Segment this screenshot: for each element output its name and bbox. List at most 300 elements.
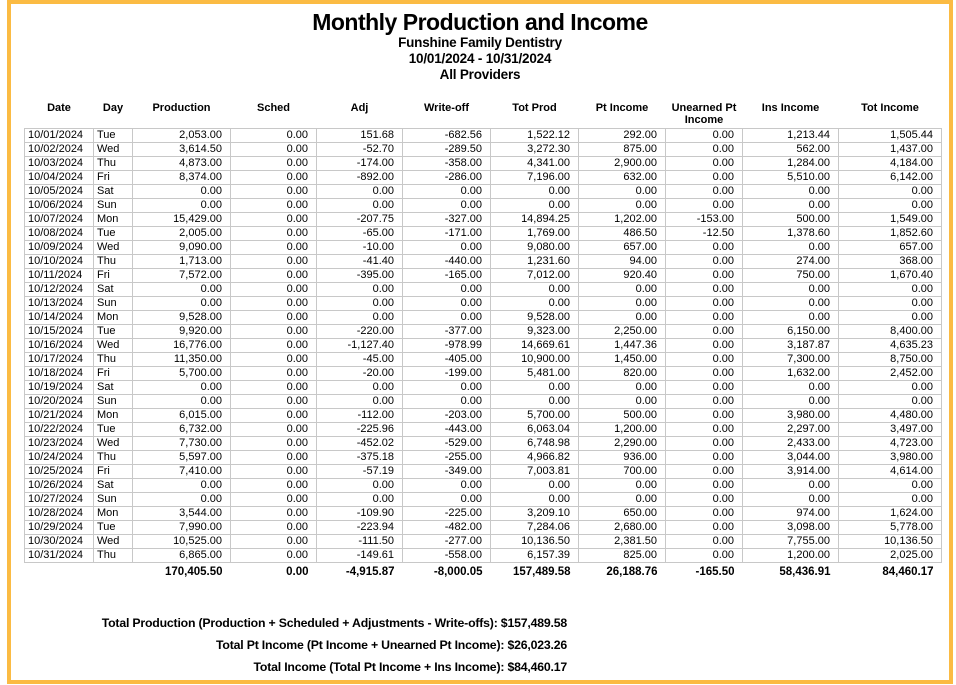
- cell-date: 10/14/2024: [25, 310, 94, 324]
- cell-tot-income: 0.00: [839, 478, 942, 492]
- cell-tot-income: 6,142.00: [839, 170, 942, 184]
- cell-day: Sat: [94, 380, 133, 394]
- cell-pt-income: 0.00: [579, 492, 666, 506]
- cell-write-off: 0.00: [403, 282, 491, 296]
- cell-unearned-pt-income: 0.00: [666, 254, 743, 268]
- cell-ins-income: 2,297.00: [743, 422, 839, 436]
- cell-production: 5,700.00: [133, 366, 231, 380]
- cell-ins-income: 0.00: [743, 282, 839, 296]
- cell-day: Fri: [94, 268, 133, 282]
- cell-date: 10/02/2024: [25, 142, 94, 156]
- cell-ins-income: 1,284.00: [743, 156, 839, 170]
- cell-ins-income: 5,510.00: [743, 170, 839, 184]
- cell-tot-income: 657.00: [839, 240, 942, 254]
- column-header-tot-income: Tot Income: [861, 102, 919, 114]
- cell-ins-income: 3,098.00: [743, 520, 839, 534]
- table-row: [25, 212, 942, 226]
- cell-tot-prod: 0.00: [491, 478, 579, 492]
- total-production: 170,405.50: [164, 565, 223, 578]
- cell-pt-income: 2,900.00: [579, 156, 666, 170]
- table-body: [25, 128, 942, 562]
- table-row: [25, 338, 942, 352]
- cell-ins-income: 0.00: [743, 198, 839, 212]
- cell-ins-income: 0.00: [743, 184, 839, 198]
- cell-write-off: 0.00: [403, 198, 491, 212]
- cell-tot-prod: 4,966.82: [491, 450, 579, 464]
- cell-day: Tue: [94, 226, 133, 240]
- cell-pt-income: 657.00: [579, 240, 666, 254]
- cell-write-off: 0.00: [403, 310, 491, 324]
- cell-date: 10/27/2024: [25, 492, 94, 506]
- table-header: [25, 100, 942, 128]
- table-row: [25, 478, 942, 492]
- cell-tot-prod: 0.00: [491, 492, 579, 506]
- cell-date: 10/05/2024: [25, 184, 94, 198]
- cell-production: 15,429.00: [133, 212, 231, 226]
- table-row: [25, 198, 942, 212]
- column-header-tot-prod: Tot Prod: [512, 102, 557, 114]
- cell-ins-income: 274.00: [743, 254, 839, 268]
- cell-date: 10/30/2024: [25, 534, 94, 548]
- cell-date: 10/01/2024: [25, 128, 94, 142]
- cell-production: 0.00: [133, 478, 231, 492]
- cell-ins-income: 6,150.00: [743, 324, 839, 338]
- cell-unearned-pt-income: 0.00: [666, 380, 743, 394]
- report-title: Monthly Production and Income: [312, 9, 648, 35]
- cell-production: 10,525.00: [133, 534, 231, 548]
- cell-tot-income: 4,184.00: [839, 156, 942, 170]
- cell-tot-prod: 0.00: [491, 184, 579, 198]
- cell-write-off: -440.00: [403, 254, 491, 268]
- column-header-date: Date: [47, 102, 71, 114]
- cell-unearned-pt-income: 0.00: [666, 408, 743, 422]
- cell-adj: -395.00: [317, 268, 403, 282]
- cell-unearned-pt-income: 0.00: [666, 268, 743, 282]
- cell-production: 9,090.00: [133, 240, 231, 254]
- cell-sched: 0.00: [231, 338, 317, 352]
- cell-tot-prod: 0.00: [491, 282, 579, 296]
- cell-adj: -223.94: [317, 520, 403, 534]
- cell-tot-prod: 0.00: [491, 296, 579, 310]
- cell-adj: -892.00: [317, 170, 403, 184]
- cell-tot-prod: 6,157.39: [491, 548, 579, 562]
- cell-tot-prod: 0.00: [491, 198, 579, 212]
- cell-unearned-pt-income: 0.00: [666, 142, 743, 156]
- cell-day: Fri: [94, 366, 133, 380]
- cell-tot-income: 8,400.00: [839, 324, 942, 338]
- cell-tot-income: 4,635.23: [839, 338, 942, 352]
- cell-day: Wed: [94, 142, 133, 156]
- cell-day: Mon: [94, 506, 133, 520]
- cell-production: 8,374.00: [133, 170, 231, 184]
- cell-production: 6,015.00: [133, 408, 231, 422]
- cell-adj: -1,127.40: [317, 338, 403, 352]
- cell-pt-income: 632.00: [579, 170, 666, 184]
- cell-adj: 0.00: [317, 296, 403, 310]
- cell-adj: 0.00: [317, 492, 403, 506]
- cell-day: Sun: [94, 492, 133, 506]
- cell-tot-income: 1,852.60: [839, 226, 942, 240]
- cell-day: Mon: [94, 310, 133, 324]
- cell-ins-income: 0.00: [743, 394, 839, 408]
- cell-tot-prod: 7,012.00: [491, 268, 579, 282]
- cell-date: 10/29/2024: [25, 520, 94, 534]
- cell-day: Fri: [94, 464, 133, 478]
- cell-day: Sun: [94, 296, 133, 310]
- cell-write-off: -203.00: [403, 408, 491, 422]
- cell-adj: 0.00: [317, 184, 403, 198]
- cell-tot-income: 368.00: [839, 254, 942, 268]
- total-date: [25, 562, 94, 580]
- cell-unearned-pt-income: 0.00: [666, 170, 743, 184]
- cell-tot-income: 4,614.00: [839, 464, 942, 478]
- cell-production: 7,572.00: [133, 268, 231, 282]
- cell-tot-prod: 0.00: [491, 394, 579, 408]
- table-row: [25, 450, 942, 464]
- cell-ins-income: 7,300.00: [743, 352, 839, 366]
- cell-ins-income: 750.00: [743, 268, 839, 282]
- cell-tot-prod: 0.00: [491, 380, 579, 394]
- cell-write-off: -349.00: [403, 464, 491, 478]
- column-header-unearned-pt-income: Unearned Pt Income: [671, 102, 737, 126]
- cell-date: 10/10/2024: [25, 254, 94, 268]
- cell-ins-income: 3,914.00: [743, 464, 839, 478]
- column-header-day: Day: [102, 102, 124, 114]
- table-row: [25, 226, 942, 240]
- cell-tot-prod: 1,769.00: [491, 226, 579, 240]
- cell-production: 9,528.00: [133, 310, 231, 324]
- cell-production: 7,730.00: [133, 436, 231, 450]
- cell-production: 5,597.00: [133, 450, 231, 464]
- cell-write-off: -327.00: [403, 212, 491, 226]
- cell-tot-income: 1,549.00: [839, 212, 942, 226]
- cell-date: 10/17/2024: [25, 352, 94, 366]
- table-row: [25, 170, 942, 184]
- cell-tot-prod: 14,669.61: [491, 338, 579, 352]
- cell-date: 10/06/2024: [25, 198, 94, 212]
- providers-filter: All Providers: [439, 67, 521, 82]
- cell-sched: 0.00: [231, 254, 317, 268]
- summary-totals: [11, 612, 567, 678]
- cell-date: 10/24/2024: [25, 450, 94, 464]
- cell-write-off: -286.00: [403, 170, 491, 184]
- cell-ins-income: 1,378.60: [743, 226, 839, 240]
- cell-unearned-pt-income: 0.00: [666, 296, 743, 310]
- cell-day: Tue: [94, 324, 133, 338]
- cell-adj: -207.75: [317, 212, 403, 226]
- cell-tot-income: 2,452.00: [839, 366, 942, 380]
- cell-production: 11,350.00: [133, 352, 231, 366]
- cell-adj: -225.96: [317, 422, 403, 436]
- cell-tot-income: 4,480.00: [839, 408, 942, 422]
- cell-sched: 0.00: [231, 450, 317, 464]
- cell-write-off: -558.00: [403, 548, 491, 562]
- cell-pt-income: 486.50: [579, 226, 666, 240]
- cell-unearned-pt-income: 0.00: [666, 366, 743, 380]
- cell-production: 2,053.00: [133, 128, 231, 142]
- cell-adj: -57.19: [317, 464, 403, 478]
- cell-adj: -109.90: [317, 506, 403, 520]
- cell-adj: -52.70: [317, 142, 403, 156]
- cell-production: 0.00: [133, 282, 231, 296]
- table-row: [25, 464, 942, 478]
- cell-ins-income: 0.00: [743, 240, 839, 254]
- cell-unearned-pt-income: 0.00: [666, 436, 743, 450]
- cell-unearned-pt-income: 0.00: [666, 506, 743, 520]
- cell-pt-income: 700.00: [579, 464, 666, 478]
- cell-tot-income: 0.00: [839, 184, 942, 198]
- cell-day: Fri: [94, 170, 133, 184]
- date-range: 10/01/2024 - 10/31/2024: [408, 51, 552, 66]
- cell-day: Thu: [94, 156, 133, 170]
- cell-ins-income: 1,200.00: [743, 548, 839, 562]
- total-unearned-pt-income: -165.50: [695, 565, 735, 578]
- cell-ins-income: 0.00: [743, 492, 839, 506]
- cell-pt-income: 650.00: [579, 506, 666, 520]
- cell-write-off: -289.50: [403, 142, 491, 156]
- cell-unearned-pt-income: 0.00: [666, 240, 743, 254]
- cell-production: 4,873.00: [133, 156, 231, 170]
- cell-date: 10/16/2024: [25, 338, 94, 352]
- cell-production: 0.00: [133, 296, 231, 310]
- cell-sched: 0.00: [231, 184, 317, 198]
- cell-write-off: -165.00: [403, 268, 491, 282]
- cell-date: 10/03/2024: [25, 156, 94, 170]
- cell-sched: 0.00: [231, 534, 317, 548]
- cell-adj: -149.61: [317, 548, 403, 562]
- cell-day: Sun: [94, 198, 133, 212]
- cell-production: 0.00: [133, 380, 231, 394]
- cell-ins-income: 500.00: [743, 212, 839, 226]
- cell-production: 3,544.00: [133, 506, 231, 520]
- production-income-table: [24, 100, 942, 580]
- cell-write-off: -171.00: [403, 226, 491, 240]
- cell-unearned-pt-income: 0.00: [666, 338, 743, 352]
- cell-unearned-pt-income: 0.00: [666, 128, 743, 142]
- cell-tot-income: 1,505.44: [839, 128, 942, 142]
- cell-production: 1,713.00: [133, 254, 231, 268]
- cell-write-off: 0.00: [403, 296, 491, 310]
- cell-pt-income: 0.00: [579, 478, 666, 492]
- cell-adj: -10.00: [317, 240, 403, 254]
- cell-tot-income: 5,778.00: [839, 520, 942, 534]
- cell-date: 10/23/2024: [25, 436, 94, 450]
- table-row: [25, 254, 942, 268]
- table-row: [25, 548, 942, 562]
- cell-adj: 151.68: [317, 128, 403, 142]
- cell-tot-income: 1,670.40: [839, 268, 942, 282]
- cell-day: Tue: [94, 520, 133, 534]
- table-row: [25, 492, 942, 506]
- cell-ins-income: 7,755.00: [743, 534, 839, 548]
- cell-sched: 0.00: [231, 394, 317, 408]
- cell-tot-income: 0.00: [839, 282, 942, 296]
- cell-unearned-pt-income: 0.00: [666, 548, 743, 562]
- cell-pt-income: 0.00: [579, 184, 666, 198]
- cell-unearned-pt-income: 0.00: [666, 198, 743, 212]
- cell-write-off: -405.00: [403, 352, 491, 366]
- cell-tot-prod: 10,900.00: [491, 352, 579, 366]
- cell-day: Sat: [94, 282, 133, 296]
- cell-production: 0.00: [133, 184, 231, 198]
- total-tot-income: 84,460.17: [882, 565, 934, 578]
- cell-tot-prod: 1,522.12: [491, 128, 579, 142]
- total-sched: 0.00: [286, 565, 309, 578]
- cell-date: 10/15/2024: [25, 324, 94, 338]
- cell-day: Wed: [94, 338, 133, 352]
- cell-tot-income: 0.00: [839, 296, 942, 310]
- cell-sched: 0.00: [231, 226, 317, 240]
- total-tot-prod: 157,489.58: [512, 565, 571, 578]
- cell-sched: 0.00: [231, 212, 317, 226]
- header-row: [25, 100, 942, 128]
- cell-write-off: -377.00: [403, 324, 491, 338]
- cell-ins-income: 0.00: [743, 478, 839, 492]
- cell-tot-prod: 5,700.00: [491, 408, 579, 422]
- cell-tot-prod: 7,284.06: [491, 520, 579, 534]
- summary-line: Total Pt Income (Pt Income + Unearned Pt Income): $26,023.26: [216, 638, 567, 652]
- table-row: [25, 282, 942, 296]
- cell-day: Wed: [94, 436, 133, 450]
- cell-adj: -452.02: [317, 436, 403, 450]
- cell-adj: 0.00: [317, 282, 403, 296]
- cell-date: 10/19/2024: [25, 380, 94, 394]
- cell-date: 10/20/2024: [25, 394, 94, 408]
- cell-unearned-pt-income: -153.00: [666, 212, 743, 226]
- cell-unearned-pt-income: 0.00: [666, 478, 743, 492]
- report-page-border: [7, 0, 953, 684]
- cell-day: Wed: [94, 240, 133, 254]
- table-row: [25, 506, 942, 520]
- table-row: [25, 408, 942, 422]
- cell-sched: 0.00: [231, 170, 317, 184]
- cell-pt-income: 0.00: [579, 394, 666, 408]
- table-row: [25, 296, 942, 310]
- cell-tot-income: 4,723.00: [839, 436, 942, 450]
- cell-unearned-pt-income: -12.50: [666, 226, 743, 240]
- cell-adj: -65.00: [317, 226, 403, 240]
- cell-sched: 0.00: [231, 380, 317, 394]
- cell-production: 7,990.00: [133, 520, 231, 534]
- summary-line: Total Income (Total Pt Income + Ins Income): $84,460.17: [253, 660, 567, 674]
- cell-pt-income: 2,250.00: [579, 324, 666, 338]
- cell-sched: 0.00: [231, 408, 317, 422]
- cell-unearned-pt-income: 0.00: [666, 464, 743, 478]
- column-header-production: Production: [152, 102, 211, 114]
- cell-sched: 0.00: [231, 436, 317, 450]
- cell-adj: -111.50: [317, 534, 403, 548]
- cell-day: Sat: [94, 478, 133, 492]
- cell-production: 16,776.00: [133, 338, 231, 352]
- cell-tot-income: 3,980.00: [839, 450, 942, 464]
- cell-pt-income: 2,680.00: [579, 520, 666, 534]
- cell-write-off: -978.99: [403, 338, 491, 352]
- table-row: [25, 240, 942, 254]
- cell-adj: -45.00: [317, 352, 403, 366]
- cell-write-off: -682.56: [403, 128, 491, 142]
- cell-adj: -41.40: [317, 254, 403, 268]
- cell-adj: 0.00: [317, 198, 403, 212]
- table-row: [25, 380, 942, 394]
- cell-sched: 0.00: [231, 352, 317, 366]
- cell-sched: 0.00: [231, 492, 317, 506]
- cell-pt-income: 1,450.00: [579, 352, 666, 366]
- cell-sched: 0.00: [231, 198, 317, 212]
- cell-pt-income: 0.00: [579, 198, 666, 212]
- cell-unearned-pt-income: 0.00: [666, 282, 743, 296]
- cell-tot-prod: 9,080.00: [491, 240, 579, 254]
- cell-pt-income: 1,447.36: [579, 338, 666, 352]
- totals-row: [25, 562, 942, 580]
- cell-write-off: 0.00: [403, 394, 491, 408]
- column-header-pt-income: Pt Income: [595, 102, 649, 114]
- cell-ins-income: 2,433.00: [743, 436, 839, 450]
- cell-pt-income: 0.00: [579, 310, 666, 324]
- cell-date: 10/12/2024: [25, 282, 94, 296]
- cell-write-off: 0.00: [403, 380, 491, 394]
- cell-tot-income: 2,025.00: [839, 548, 942, 562]
- cell-pt-income: 1,202.00: [579, 212, 666, 226]
- cell-write-off: -199.00: [403, 366, 491, 380]
- cell-adj: 0.00: [317, 310, 403, 324]
- cell-day: Mon: [94, 212, 133, 226]
- cell-adj: 0.00: [317, 380, 403, 394]
- table-row: [25, 156, 942, 170]
- cell-ins-income: 3,044.00: [743, 450, 839, 464]
- total-adj: -4,915.87: [345, 565, 395, 578]
- cell-production: 9,920.00: [133, 324, 231, 338]
- total-pt-income: 26,188.76: [606, 565, 658, 578]
- cell-unearned-pt-income: 0.00: [666, 352, 743, 366]
- table-row: [25, 422, 942, 436]
- cell-day: Tue: [94, 422, 133, 436]
- cell-sched: 0.00: [231, 520, 317, 534]
- cell-tot-prod: 6,748.98: [491, 436, 579, 450]
- cell-write-off: 0.00: [403, 478, 491, 492]
- cell-production: 6,865.00: [133, 548, 231, 562]
- cell-sched: 0.00: [231, 478, 317, 492]
- cell-adj: -174.00: [317, 156, 403, 170]
- cell-day: Sat: [94, 184, 133, 198]
- cell-pt-income: 2,290.00: [579, 436, 666, 450]
- cell-unearned-pt-income: 0.00: [666, 422, 743, 436]
- table-row: [25, 366, 942, 380]
- cell-tot-prod: 9,528.00: [491, 310, 579, 324]
- cell-ins-income: 1,632.00: [743, 366, 839, 380]
- cell-tot-prod: 3,272.30: [491, 142, 579, 156]
- cell-adj: -20.00: [317, 366, 403, 380]
- cell-pt-income: 936.00: [579, 450, 666, 464]
- table-row: [25, 268, 942, 282]
- cell-pt-income: 2,381.50: [579, 534, 666, 548]
- cell-write-off: -225.00: [403, 506, 491, 520]
- table-row: [25, 436, 942, 450]
- cell-pt-income: 820.00: [579, 366, 666, 380]
- cell-date: 10/25/2024: [25, 464, 94, 478]
- column-header-write-off: Write-off: [423, 102, 469, 114]
- cell-ins-income: 0.00: [743, 380, 839, 394]
- cell-unearned-pt-income: 0.00: [666, 450, 743, 464]
- cell-unearned-pt-income: 0.00: [666, 492, 743, 506]
- cell-sched: 0.00: [231, 548, 317, 562]
- cell-tot-income: 0.00: [839, 310, 942, 324]
- cell-sched: 0.00: [231, 310, 317, 324]
- cell-day: Tue: [94, 128, 133, 142]
- cell-tot-prod: 14,894.25: [491, 212, 579, 226]
- cell-tot-prod: 4,341.00: [491, 156, 579, 170]
- cell-tot-prod: 9,323.00: [491, 324, 579, 338]
- cell-unearned-pt-income: 0.00: [666, 520, 743, 534]
